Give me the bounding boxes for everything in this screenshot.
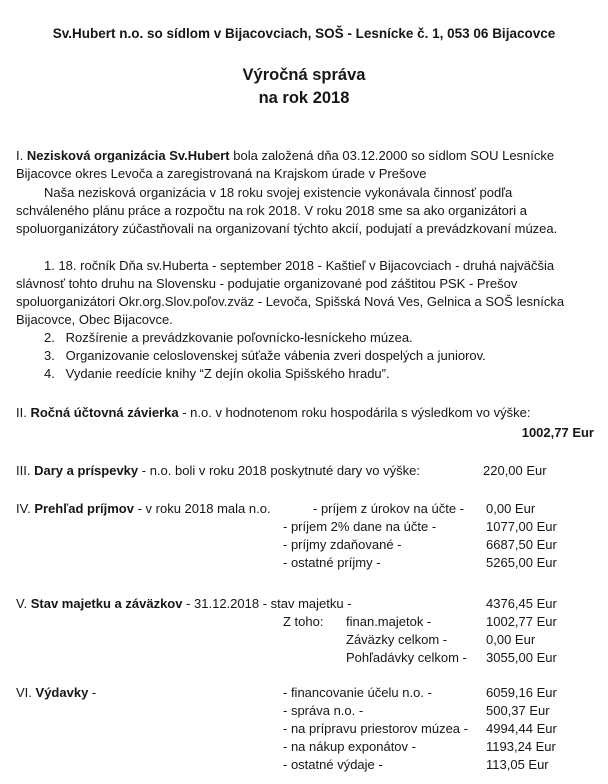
asset-row-label: Záväzky celkom -: [346, 632, 448, 647]
section-2-amount: 1002,77 Eur: [521, 425, 594, 440]
section-2-bold: Ročná účtovná závierka: [30, 405, 179, 420]
list-item-text: Organizovanie celoslovenskej súťaže vábenia zveri dospelých a juniorov.: [65, 348, 486, 363]
expense-row-label: - ostatné výdaje -: [283, 757, 383, 772]
asset-row-amount: 3055,00 Eur: [486, 650, 557, 665]
income-row-label: - ostatné príjmy -: [283, 555, 381, 570]
asset-row-amount: 0,00 Eur: [486, 632, 536, 647]
asset-row-label: finan.majetok -: [346, 614, 432, 629]
income-row-label: - príjem z úrokov na účte -: [313, 501, 464, 516]
list-item-number: 2.: [44, 330, 55, 345]
expense-row-label: - na prípravu priestorov múzea -: [283, 721, 468, 736]
section-5-roman: V.: [16, 596, 28, 611]
expense-row-amount: 6059,16 Eur: [486, 685, 557, 700]
section-2-roman: II.: [16, 405, 27, 420]
section-1-para-line1: Naša nezisková organizácia v 18 roku svojej existencie vykonávala činnosť podľa: [44, 185, 513, 200]
section-1-bold: Nezisková organizácia Sv.Hubert: [26, 148, 230, 163]
section-1-line2: Bijacovce okres Levoča a zaregistrovaná na Krajskom úrade v Prešove: [16, 166, 427, 181]
section-6-heading: [16, 684, 96, 702]
income-row-amount: 0,00 Eur: [486, 501, 536, 516]
section-3-amount: 220,00 Eur: [483, 463, 547, 478]
income-row-amount: 1077,00 Eur: [486, 519, 557, 534]
section-4-text: - v roku 2018 mala n.o.: [133, 501, 271, 516]
asset-row-amount: 1002,77 Eur: [486, 614, 557, 629]
income-row-label: - príjem 2% dane na účte -: [283, 519, 437, 534]
section-6-roman: VI.: [16, 685, 32, 700]
income-row-label: - príjmy zdaňované -: [283, 537, 402, 552]
section-5-ztoho: Z toho:: [283, 614, 324, 629]
section-5-heading: [16, 595, 352, 613]
section-3-roman: III.: [16, 463, 31, 478]
list-item-1-line2: slávnosť tohto druhu na Slovensku - podujatie organizované pod záštitou PSK - Prešov: [16, 276, 518, 291]
expense-row-label: - financovanie účelu n.o. -: [283, 685, 432, 700]
document-subtitle: na rok 2018: [258, 89, 350, 107]
section-3-heading: [16, 462, 420, 480]
list-item-1-line4: Bijacovce, Obec Bijacovce.: [16, 312, 173, 327]
list-item: [44, 365, 390, 383]
list-item-text: Vydanie reedície knihy “Z dejín okolia Spišského hradu”.: [65, 366, 390, 381]
expense-row-amount: 500,37 Eur: [486, 703, 550, 718]
section-4-heading: [16, 500, 271, 518]
section-1-para-line3: spoluorganizátory zúčastňovali na organizovaní týchto akcií, podujatí a prevádzkovaní múzea.: [16, 221, 558, 236]
section-4-bold: Prehľad príjmov: [34, 501, 134, 516]
list-item-number: 4.: [44, 366, 55, 381]
section-1-para-line2: schváleného plánu práce a rozpočtu na rok 2018. V roku 2018 sme sa ako organizátori a: [16, 203, 527, 218]
section-5-bold: Stav majetku a záväzkov: [30, 596, 183, 611]
section-3-text: - n.o. boli v roku 2018 poskytnuté dary vo výške:: [138, 463, 420, 478]
expense-row-amount: 113,05 Eur: [486, 757, 549, 772]
expense-row-label: - na nákup exponátov -: [283, 739, 416, 754]
income-row-amount: 5265,00 Eur: [486, 555, 557, 570]
letterhead: Sv.Hubert n.o. so sídlom v Bijacovciach, SOŠ - Lesnícke č. 1, 053 06 Bijacovce: [52, 26, 556, 41]
expense-row-label: - správa n.o. -: [283, 703, 364, 718]
document-title: Výročná správa: [242, 66, 366, 84]
asset-row-label: Pohľadávky celkom -: [346, 650, 467, 665]
expense-row-amount: 1193,24 Eur: [486, 739, 556, 754]
section-6-text: -: [88, 685, 97, 700]
income-row-amount: 6687,50 Eur: [486, 537, 557, 552]
section-6-bold: Výdavky: [35, 685, 89, 700]
list-item-text: Rozšírenie a prevádzkovanie poľovnícko-lesníckeho múzea.: [65, 330, 413, 345]
section-3-bold: Dary a príspevky: [34, 463, 139, 478]
list-item-1-line1: 1. 18. ročník Dňa sv.Huberta - september 2018 - Kaštieľ v Bijacovciach - druhá najväčšia: [44, 258, 555, 273]
section-2-heading: [16, 404, 531, 422]
section-1-roman: I.: [16, 148, 24, 163]
list-item-1-line3: spoluorganizátori Okr.org.Slov.poľov.zväz - Levoča, Spišská Nová Ves, Gelnica a SOŠ lesnícka: [16, 294, 565, 309]
expense-row-amount: 4994,44 Eur: [486, 721, 557, 736]
section-4-roman: IV.: [16, 501, 31, 516]
section-2-text: - n.o. v hodnotenom roku hospodárila s výsledkom vo výške:: [178, 405, 531, 420]
section-1-heading: [16, 147, 554, 165]
section-5-amount: 4376,45 Eur: [486, 596, 557, 611]
section-5-text: - 31.12.2018 - stav majetku -: [182, 596, 352, 611]
section-1-text: bola založená dňa 03.12.2000 so sídlom SOU Lesnícke: [229, 148, 555, 163]
list-item: [44, 329, 413, 347]
list-item: [44, 347, 486, 365]
list-item-number: 3.: [44, 348, 55, 363]
